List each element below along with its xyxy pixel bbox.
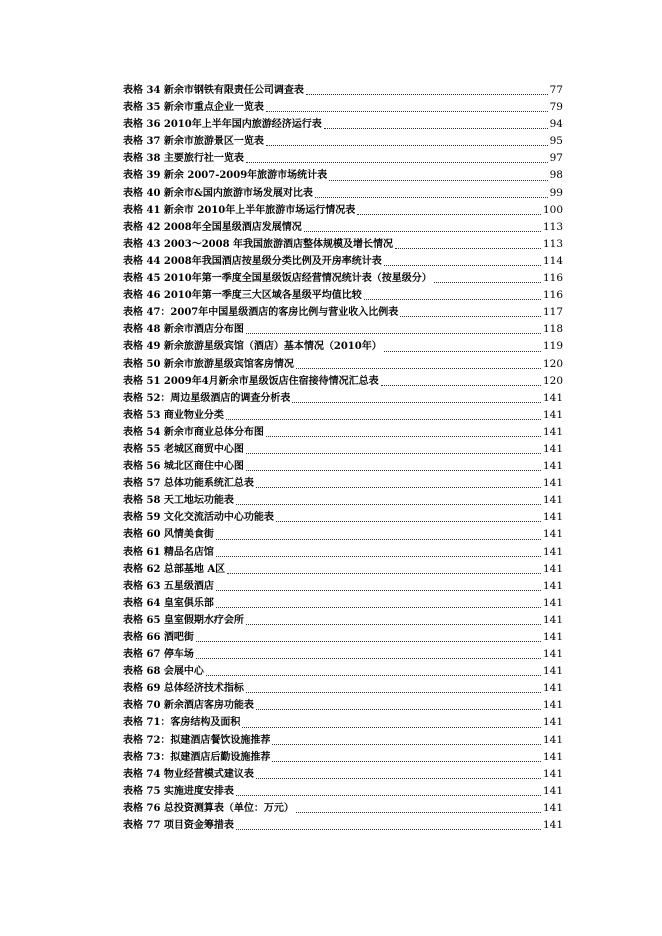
toc-entry-page-number: 94 <box>549 118 563 131</box>
toc-dot-leader <box>329 180 547 181</box>
toc-entry[interactable] <box>123 441 563 458</box>
toc-entry-page-number: 98 <box>549 169 563 182</box>
toc-entry[interactable] <box>123 202 563 219</box>
toc-entry-page-number: 95 <box>549 135 563 148</box>
toc-entry-page-number: 116 <box>542 272 563 285</box>
toc-entry-page-number: 117 <box>542 306 563 319</box>
toc-entry-title: 表格 52：周边星级酒店的调查分析表 <box>123 392 291 404</box>
toc-entry[interactable] <box>123 167 563 184</box>
toc-dot-leader <box>242 727 541 728</box>
toc-entry[interactable] <box>123 116 563 133</box>
toc-entry-page-number: 120 <box>542 374 563 387</box>
toc-entry[interactable] <box>123 544 563 561</box>
toc-entry-page-number: 141 <box>542 528 563 541</box>
toc-entry-title: 表格 57 总体功能系统汇总表 <box>123 478 254 490</box>
toc-entry-title: 表格 55 老城区商贸中心图 <box>123 443 244 455</box>
toc-entry[interactable] <box>123 475 563 492</box>
toc-entry[interactable] <box>123 407 563 424</box>
toc-entry[interactable] <box>123 697 563 714</box>
toc-entry-title: 表格 50 新余市旅游星级宾馆客房情况 <box>123 358 294 370</box>
toc-entry-page-number: 141 <box>542 442 563 455</box>
toc-dot-leader <box>384 351 541 352</box>
toc-dot-leader <box>357 214 541 215</box>
toc-entry-title: 表格 43 2003～2008 年我国旅游酒店整体规模及增长情况 <box>123 238 394 250</box>
toc-dot-leader <box>272 761 541 762</box>
toc-dot-leader <box>296 812 541 813</box>
toc-entry-page-number: 141 <box>542 631 563 643</box>
toc-entry-page-number: 116 <box>542 289 563 302</box>
toc-entry-page-number: 141 <box>542 425 563 438</box>
toc-entry-page-number: 120 <box>542 357 563 370</box>
toc-entry-page-number: 141 <box>542 408 563 421</box>
toc-entry-page-number: 141 <box>542 648 563 661</box>
toc-entry[interactable] <box>123 356 563 373</box>
toc-entry[interactable] <box>123 766 563 783</box>
toc-entry[interactable] <box>123 680 563 697</box>
toc-entry[interactable] <box>123 270 563 287</box>
toc-entry-page-number: 141 <box>542 494 563 507</box>
toc-entry-page-number: 97 <box>549 152 563 165</box>
toc-entry[interactable] <box>123 629 563 646</box>
toc-entry-page-number: 141 <box>542 699 563 712</box>
toc-entry-page-number: 141 <box>542 716 563 729</box>
toc-entry-title: 表格 42 2008年全国星级酒店发展情况 <box>123 221 302 233</box>
toc-entry[interactable] <box>123 133 563 150</box>
toc-entry-title: 表格 64 皇室俱乐部 <box>123 597 214 609</box>
toc-entry[interactable] <box>123 424 563 441</box>
toc-dot-leader <box>196 641 541 642</box>
toc-dot-leader <box>296 368 541 369</box>
toc-dot-leader <box>400 316 541 317</box>
toc-dot-leader <box>276 521 541 522</box>
toc-dot-leader <box>246 333 541 334</box>
toc-entry[interactable] <box>123 526 563 543</box>
toc-entry[interactable] <box>123 185 563 202</box>
toc-entry-title: 表格 72：拟建酒店餐饮设施推荐 <box>123 734 271 746</box>
toc-entry[interactable] <box>123 800 563 817</box>
toc-entry-title: 表格 56 城北区商住中心图 <box>123 461 244 473</box>
toc-entry[interactable] <box>123 253 563 270</box>
toc-entry-page-number: 119 <box>542 340 563 353</box>
toc-entry-page-number: 141 <box>542 665 563 678</box>
toc-entry[interactable] <box>123 612 563 629</box>
toc-entry[interactable] <box>123 561 563 578</box>
toc-dot-leader <box>315 197 548 198</box>
toc-entry-title: 表格 66 酒吧街 <box>123 632 194 643</box>
toc-entry-title: 表格 53 商业物业分类 <box>123 409 224 421</box>
toc-entry-page-number: 141 <box>542 750 563 763</box>
toc-entry[interactable] <box>123 99 563 116</box>
toc-entry[interactable] <box>123 287 563 304</box>
toc-entry-title: 表格 73：拟建酒店后勤设施推荐 <box>123 751 271 763</box>
toc-dot-leader <box>216 607 541 608</box>
toc-dot-leader <box>216 590 541 591</box>
toc-entry-page-number: 113 <box>542 220 563 233</box>
toc-entry-title: 表格 71：客房结构及面积 <box>123 717 241 729</box>
toc-entry-title: 表格 44 2008年我国酒店按星级分类比例及开房率统计表 <box>123 255 382 267</box>
toc-dot-leader <box>395 248 541 249</box>
toc-entry-page-number: 141 <box>542 545 563 558</box>
toc-entry-page-number: 141 <box>542 562 563 575</box>
toc-dot-leader <box>364 299 541 300</box>
toc-entry-title: 表格 37 新余市旅游景区一览表 <box>123 136 264 148</box>
toc-entry[interactable] <box>123 458 563 475</box>
toc-dot-leader <box>272 744 541 745</box>
toc-entry[interactable] <box>123 817 563 834</box>
toc-entry[interactable] <box>123 321 563 338</box>
toc-entry-title: 表格 75 实施进度安排表 <box>123 785 234 797</box>
toc-entry-title: 表格 67 停车场 <box>123 649 194 661</box>
toc-entry[interactable] <box>123 732 563 749</box>
toc-dot-leader <box>246 624 541 625</box>
toc-entry[interactable] <box>123 304 563 321</box>
toc-entry-title: 表格 41 新余市 2010年上半年旅游市场运行情况表 <box>123 204 356 216</box>
toc-entry[interactable] <box>123 595 563 612</box>
toc-entry-page-number: 141 <box>542 511 563 524</box>
toc-dot-leader <box>246 692 541 693</box>
toc-entry-title: 表格 36 2010年上半年国内旅游经济运行表 <box>123 119 322 131</box>
toc-entry-page-number: 141 <box>542 477 563 490</box>
toc-entry-title: 表格 34 新余市钢铁有限责任公司调查表 <box>123 85 304 96</box>
toc-entry-page-number: 79 <box>549 101 563 114</box>
toc-dot-leader <box>236 504 541 505</box>
toc-dot-leader <box>384 265 541 266</box>
toc-entry-title: 表格 47：2007年中国星级酒店的客房比例与营业收入比例表 <box>123 307 399 319</box>
toc-entry[interactable] <box>123 714 563 731</box>
toc-entry-page-number: 141 <box>542 767 563 780</box>
toc-entry[interactable] <box>123 646 563 663</box>
toc-entry-title: 表格 62 总部基地 A区 <box>123 563 226 575</box>
toc-dot-leader <box>324 128 548 129</box>
toc-dot-leader <box>304 231 541 232</box>
toc-dot-leader <box>206 675 541 676</box>
toc-dot-leader <box>256 709 541 710</box>
toc-entry-page-number: 113 <box>542 237 563 250</box>
toc-dot-leader <box>236 795 541 796</box>
toc-entry-title: 表格 51 2009年4月新余市星级饭店住宿接待情况汇总表 <box>123 375 379 387</box>
toc-entry-title: 表格 35 新余市重点企业一览表 <box>123 102 264 114</box>
toc-entry[interactable] <box>123 663 563 680</box>
toc-entry-title: 表格 74 物业经营模式建议表 <box>123 768 254 780</box>
toc-entry-page-number: 141 <box>542 784 563 797</box>
toc-entry-page-number: 141 <box>542 682 563 695</box>
toc-entry[interactable] <box>123 236 563 253</box>
table-of-tables <box>123 82 563 834</box>
toc-entry[interactable] <box>123 492 563 509</box>
toc-dot-leader <box>256 778 541 779</box>
toc-entry[interactable] <box>123 150 563 167</box>
toc-dot-leader <box>266 436 541 437</box>
toc-entry-title: 表格 45 2010年第一季度全国星级饭店经营情况统计表（按星级分） <box>123 273 432 285</box>
toc-entry-title: 表格 54 新余市商业总体分布图 <box>123 426 264 438</box>
toc-dot-leader <box>216 539 541 540</box>
toc-entry-page-number: 141 <box>542 819 563 832</box>
toc-entry-title: 表格 76 总投资测算表（单位：万元） <box>123 802 294 814</box>
toc-entry-title: 表格 59 文化交流活动中心功能表 <box>123 512 274 524</box>
toc-dot-leader <box>196 658 541 659</box>
toc-entry-title: 表格 46 2010年第一季度三大区域各星级平均值比较 <box>123 290 362 302</box>
toc-entry[interactable] <box>123 578 563 595</box>
toc-entry-page-number: 141 <box>542 579 563 592</box>
toc-entry-title: 表格 38 主要旅行社一览表 <box>123 153 244 165</box>
toc-dot-leader <box>246 162 548 163</box>
toc-dot-leader <box>227 573 541 574</box>
toc-entry-page-number: 118 <box>542 323 563 336</box>
toc-entry[interactable] <box>123 219 563 236</box>
toc-entry-title: 表格 40 新余市&国内旅游市场发展对比表 <box>123 187 313 199</box>
toc-dot-leader <box>266 145 548 146</box>
toc-entry-page-number: 141 <box>542 460 563 473</box>
toc-entry-page-number: 99 <box>549 186 563 199</box>
toc-entry[interactable] <box>123 338 563 355</box>
toc-entry-title: 表格 68 会展中心 <box>123 666 204 678</box>
toc-entry-page-number: 141 <box>542 801 563 814</box>
toc-dot-leader <box>236 829 541 830</box>
toc-entry-title: 表格 60 风情美食街 <box>123 529 214 541</box>
toc-dot-leader <box>216 556 541 557</box>
toc-dot-leader <box>381 385 541 386</box>
toc-dot-leader <box>246 453 541 454</box>
toc-entry[interactable] <box>123 373 563 390</box>
toc-dot-leader <box>226 419 541 420</box>
toc-entry-page-number: 141 <box>542 391 563 404</box>
toc-entry-page-number: 100 <box>542 203 563 216</box>
toc-dot-leader <box>266 111 548 112</box>
toc-entry-title: 表格 58 天工地坛功能表 <box>123 495 234 507</box>
toc-entry[interactable] <box>123 390 563 407</box>
toc-entry-page-number: 77 <box>549 84 563 96</box>
toc-dot-leader <box>256 487 541 488</box>
toc-entry[interactable] <box>123 749 563 766</box>
toc-entry-title: 表格 48 新余市酒店分布图 <box>123 324 244 336</box>
toc-entry-page-number: 114 <box>542 254 563 267</box>
toc-entry[interactable] <box>123 509 563 526</box>
toc-entry-page-number: 141 <box>542 613 563 626</box>
toc-entry-title: 表格 61 精品名店馆 <box>123 546 214 558</box>
toc-dot-leader <box>434 282 541 283</box>
toc-entry-title: 表格 77 项目资金筹措表 <box>123 820 234 832</box>
toc-entry-title: 表格 63 五星级酒店 <box>123 580 214 592</box>
toc-dot-leader <box>246 470 541 471</box>
toc-dot-leader <box>292 402 541 403</box>
toc-entry-page-number: 141 <box>542 733 563 746</box>
toc-entry-title: 表格 69 总体经济技术指标 <box>123 683 244 695</box>
toc-entry-title: 表格 49 新余旅游星级宾馆（酒店）基本情况（2010年） <box>123 341 382 353</box>
toc-dot-leader <box>306 94 548 95</box>
toc-entry-title: 表格 65 皇室假期水疗会所 <box>123 614 244 626</box>
toc-entry[interactable] <box>123 783 563 800</box>
toc-entry[interactable] <box>123 82 563 99</box>
toc-entry-title: 表格 70 新余酒店客房功能表 <box>123 700 254 712</box>
toc-entry-page-number: 141 <box>542 596 563 609</box>
toc-entry-title: 表格 39 新余 2007-2009年旅游市场统计表 <box>123 170 328 182</box>
